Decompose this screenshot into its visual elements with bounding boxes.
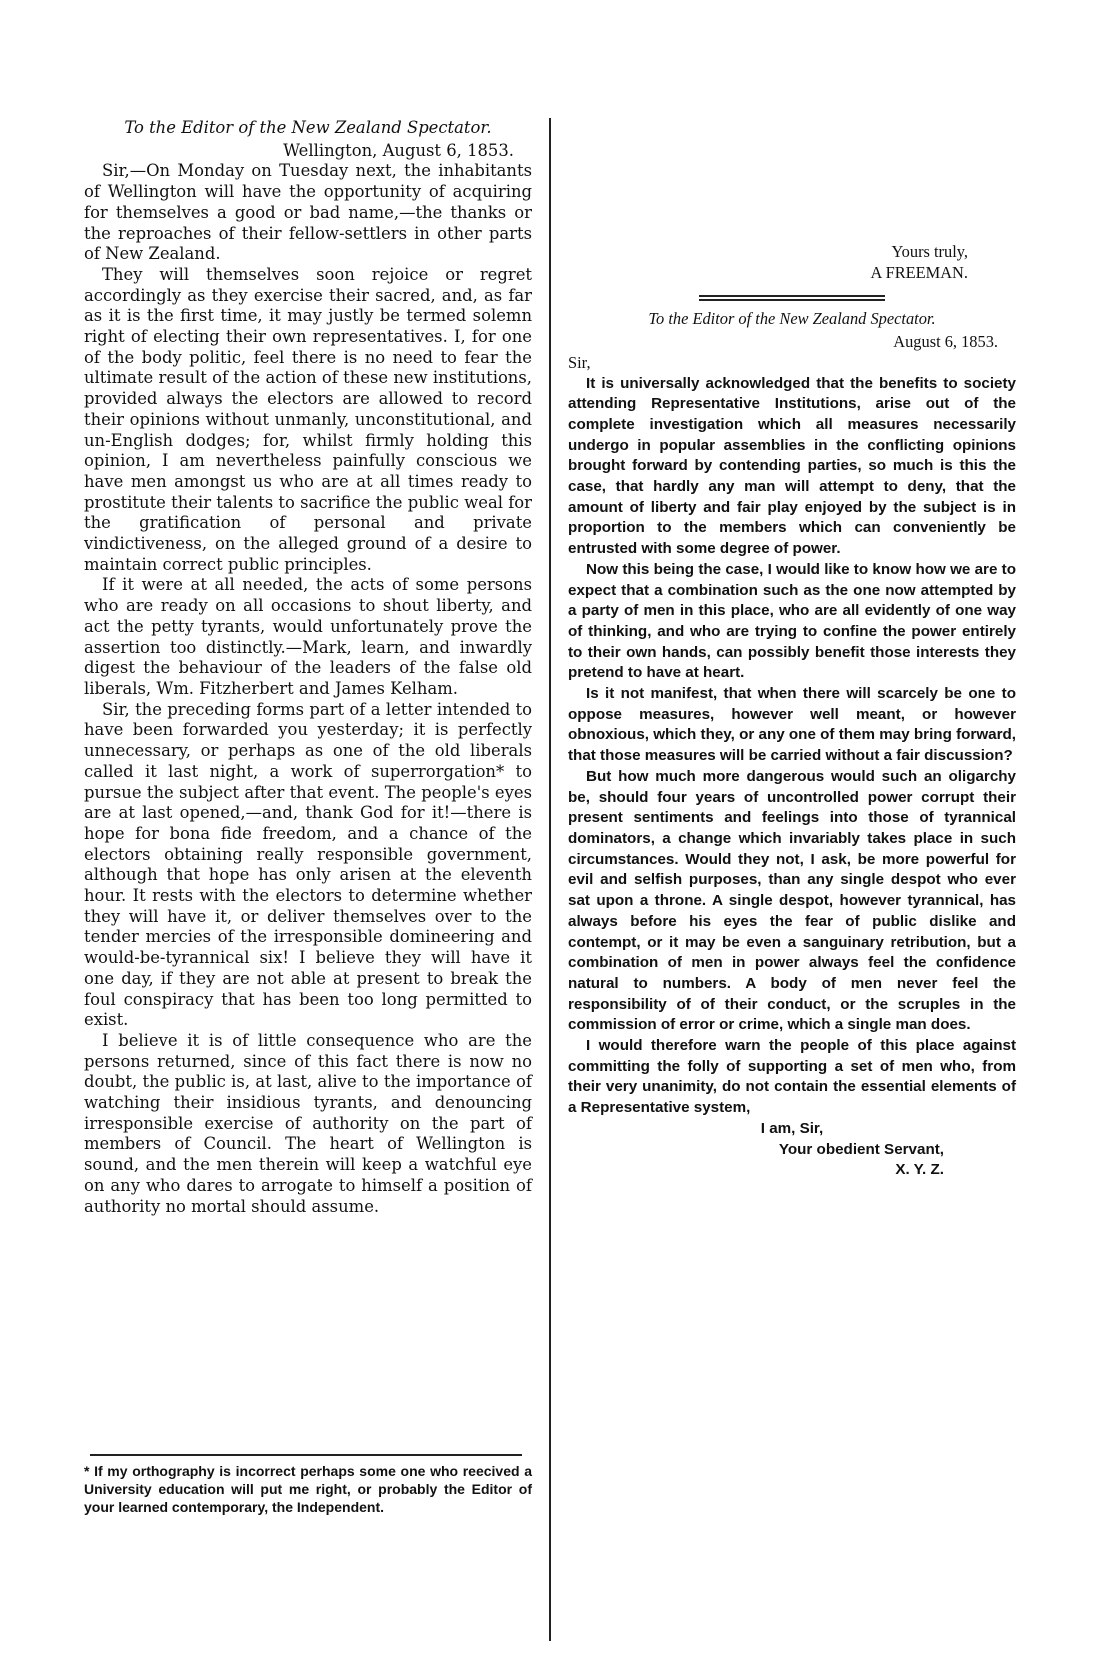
section-divider: [699, 295, 885, 301]
right-letter-paragraph: But how much more dangerous would such an oligarchy be, should four years of uncontrolled power corrupt their present sentiments and feelings into those of tyrannical dominators, a change which invariably takes place in such circumstances. Would they not, I ask, be more powerful for evil and selfish purposes, than any single despot who ever sat upon a throne. A single despot, however tyrannical, has always before his eyes the fear of public dislike and contempt, or it may be even a sanguinary retribution, but a combination of men in power always feel the confidence natural to numbers. A body of men never feel the responsibility of of their conduct, or the scruples in the commission of error or crime, which a single man does.: [568, 767, 1016, 1034]
right-letter-salutation: Sir,: [568, 352, 591, 372]
right-letter-paragraph: I would therefore warn the people of this place against committing the folly of supporting a set of men who, from their very unanimity, do not contain the essential elements of a Representative system,: [568, 1037, 1016, 1117]
right-letter-signature: X. Y. Z.: [895, 1161, 944, 1179]
left-letter-heading: To the Editor of the New Zealand Spectator.: [124, 118, 492, 137]
left-letter-paragraph: If it were at all needed, the acts of some persons who are ready on all occasions to shout liberty, and act the petty tyrants, would unfortunately prove the assertion too distinctly.—Mark, learn, and inwardly digest the behaviour of the leaders of the false old liberals, Wm. Fitzherbert and James Kelham.: [84, 575, 532, 698]
footnote: * If my orthography is incorrect perhaps some one who reecived a University education will put me right, or probably the Editor of your learned contemporary, the Independent.: [84, 1463, 532, 1515]
right-letter-body: [568, 374, 1016, 1181]
left-letter-dateline: Wellington, August 6, 1853.: [283, 140, 514, 160]
footnote-rule: [90, 1454, 522, 1456]
right-letter-paragraph: Is it not manifest, that when there will scarcely be one to oppose measures, however well meant, or however obnoxious, which they, or any one of them may bring forward, that those measures will be carried without a fair discussion?: [568, 685, 1016, 765]
left-letter-overflow-space: [568, 118, 1016, 242]
right-letter-closing: I am, Sir,: [760, 1119, 824, 1137]
right-letter-paragraph: It is universally acknowledged that the benefits to society attending Representative Institutions, arise out of the complete investigation which all measures necessarily undergo in popular assemblies in the conflicting opinions brought forward by contending parties, so much is this the case, that hardly any man will attempt to deny, that the amount of liberty and fair play enjoyed by the subject is in proportion to the members which can conveniently be entrusted with some degree of power.: [568, 374, 1016, 558]
right-letter-closing-servant: Your obedient Servant,: [778, 1140, 944, 1158]
right-letter-paragraph: Now this being the case, I would like to know how we are to expect that a combination such as the one now attempted by a party of men in this place, who are all evidently of one way of thinking, and who are trying to confine the power entirely to their own hands, can possibly benefit those interests they pretend to have at heart.: [568, 560, 1016, 682]
column-divider: [549, 118, 551, 1641]
left-letter-signoff: Yours truly,: [891, 242, 968, 261]
left-letter-signature: A FREEMAN.: [870, 262, 968, 282]
right-letter-dateline: August 6, 1853.: [893, 332, 998, 352]
left-letter-paragraph-continued: I believe it is of little consequence who are the persons returned, since of this fact there is now no doubt, the public is, at last, alive to the importance of watching their insidious tyrants, and denouncing irresponsible exercise of authority on the part of members of Council. The heart of Wellington is sound, and the men therein will keep a watchful eye on any who dares to arrogate to himself a position of authority no mortal should assume.: [84, 1030, 532, 1216]
left-column: [84, 118, 532, 1217]
right-letter-heading: To the Editor of the New Zealand Spectator.: [648, 309, 936, 329]
right-column: [568, 118, 1016, 1181]
left-letter-paragraph: They will themselves soon rejoice or regret accordingly as they exercise their sacred, and, as far as it is the first time, it may justly be termed solemn right of electing their own representatives. I, for one of the body politic, feel there is no need to fear the ultimate result of the action of these new institutions, provided always the electors are allowed to record their opinions without unmanly, unconstitutional, and un-English dodges; for, whilst firmly holding this opinion, I am nevertheless painfully conscious we have men amongst us who are at all times ready to prostitute their talents to sacrifice the public weal for the gratification of personal and private vindictiveness, on the alleged ground of a desire to maintain correct public principles.: [84, 264, 532, 574]
left-letter-paragraph: Sir,—On Monday on Tuesday next, the inhabitants of Wellington will have the opportunity of acquiring for themselves a good or bad name,—the thanks or the reproaches of their fellow-settlers in other parts of New Zealand.: [84, 161, 532, 264]
left-letter-paragraph: Sir, the preceding forms part of a letter intended to have been forwarded you yesterday; it is perfectly unnecessary, or perhaps as one of the old liberals called it last night, a work of superrorgation* to pursue the subject after that event. The people's eyes are at last opened,—and, thank God for it!—there is hope for bona fide freedom, and a chance of the electors obtaining really responsible government, although that hope has only arisen at the eleventh hour. It rests with the electors to determine whether they will have it, or deliver themselves over to the tender mercies of the irresponsible domineering and would-be-tyrannical six! I believe they will have it one day, if they are not able at present to break the foul conspiracy that has been too long permitted to exist.: [84, 699, 532, 1030]
